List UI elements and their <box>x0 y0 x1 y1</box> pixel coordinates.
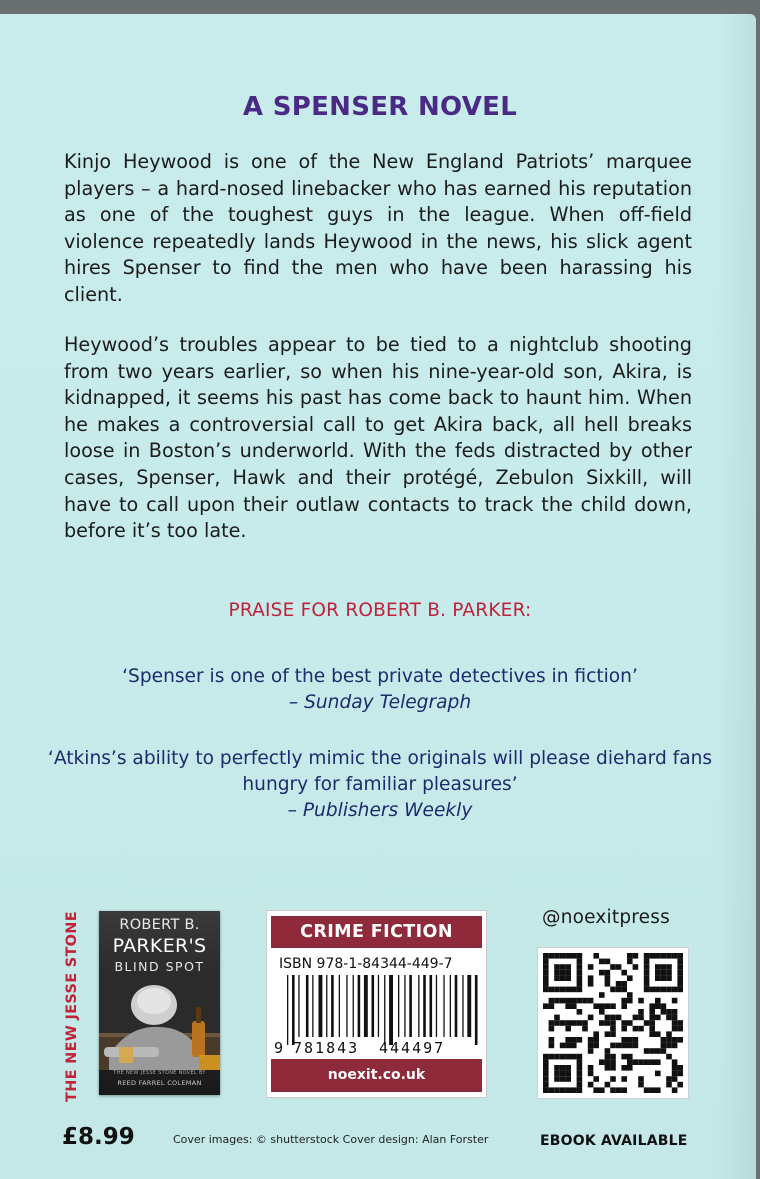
glass-icon <box>119 1047 133 1063</box>
social-handle: @noexitpress <box>542 907 670 928</box>
price: £8.99 <box>62 1124 135 1150</box>
bottle-icon <box>192 1021 205 1057</box>
barcode-digits-right: 444497 <box>379 1039 446 1057</box>
praise-heading: PRAISE FOR ROBERT B. PARKER: <box>228 600 532 621</box>
quote-attribution: – Sunday Telegraph <box>288 692 472 713</box>
promo-book-cover <box>99 911 220 1095</box>
series-label: THE NEW JESSE STONE <box>64 911 80 1102</box>
quote-text: ‘Spenser is one of the best private detectives in fiction’ <box>122 666 638 687</box>
barcode-digit-lead: 9 <box>274 1039 284 1057</box>
barcode-panel <box>266 910 487 1098</box>
ebook-notice: EBOOK AVAILABLE <box>540 1133 688 1149</box>
qr-code <box>537 947 689 1099</box>
book-title: BLIND SPOT <box>114 959 205 974</box>
quote-attribution: – Publishers Weekly <box>287 800 473 821</box>
cover-credits: Cover images: © shutterstock Cover design: Alan Forster <box>173 1133 489 1146</box>
isbn-text: ISBN 978-1-84344-449-7 <box>279 956 453 972</box>
book-author-line2: PARKER'S <box>112 935 207 957</box>
blurb-paragraph-1: Kinjo Heywood is one of the New England Patriots’ marquee players – a hard-nosed linebacker who has earned his reputation as one of the toughest guys in the league. When off-field violence repeatedly lands Heywood in the news, his slick agent hires Spenser to find the men who have been harassing his client. <box>64 150 692 306</box>
book-footer-line1: THE NEW JESSE STONE NOVEL BY <box>113 1070 206 1076</box>
back-cover <box>0 14 756 1179</box>
blurb-paragraph-2: Heywood’s troubles appear to be tied to a nightclub shooting from two years earlier, so when his nine-year-old son, Akira, is kidnapped, it seems his past has come back to haunt him. When he makes a controversial call to get Akira back, all hell breaks loose in Boston’s underworld. With the feds distracted by other cases, Spenser, Hawk and their protégé, Zebulon Sixkill, will have to call upon their outlaw contacts to track the child down, before it’s too late. <box>64 333 692 543</box>
publisher-website: noexit.co.uk <box>271 1059 482 1092</box>
review-quote-1 <box>40 664 720 716</box>
review-quote-2 <box>40 746 720 824</box>
series-heading: A SPENSER NOVEL <box>242 92 518 122</box>
book-footer-line2: REED FARREL COLEMAN <box>117 1079 202 1087</box>
quote-text: ‘Atkins’s ability to perfectly mimic the originals will please diehard fans hungry for familiar pleasures’ <box>47 748 713 795</box>
qr-code-icon <box>538 948 688 1098</box>
book-author-line1: ROBERT B. <box>119 917 200 933</box>
book-photo <box>99 975 220 1070</box>
barcode <box>271 975 482 1057</box>
genre-label: CRIME FICTION <box>271 916 482 948</box>
barcode-digits-left: 781843 <box>293 1039 360 1057</box>
